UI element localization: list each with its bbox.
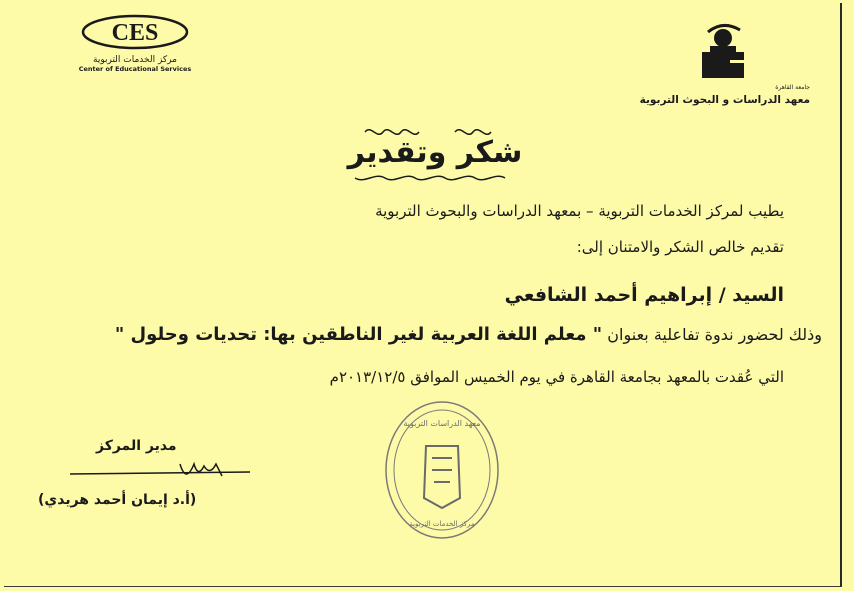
seminar-prefix: وذلك لحضور ندوة تفاعلية بعنوان — [607, 325, 822, 344]
ces-name-ar: مركز الخدمات التربوية — [93, 55, 177, 65]
seminar-line — [115, 324, 822, 345]
official-stamp — [382, 398, 502, 542]
thanks-line: تقديم خالص الشكر والامتنان إلى: — [576, 238, 784, 256]
stamp-inner-text: مركز الخدمات التربوية — [409, 520, 475, 528]
ces-name-en: Center of Educational Services — [78, 65, 192, 73]
ces-acronym: CES — [111, 20, 159, 46]
university-emblem-icon — [690, 14, 810, 84]
university-name: جامعة القاهرة — [775, 84, 810, 91]
stamp-outer-text: معهد الدراسات التربوية — [403, 419, 481, 428]
seminar-title: " معلم اللغة العربية لغير الناطقين بها: تحديات وحلول " — [114, 324, 603, 345]
signature-mark — [60, 454, 260, 494]
institute-logo — [639, 14, 810, 114]
date-line: التي عُقدت بالمعهد بجامعة القاهرة في يوم الخميس الموافق ٢٠١٣/١٢/٥م — [329, 368, 784, 386]
ces-emblem-icon — [80, 14, 190, 50]
signatory-title: مدير المركز — [96, 438, 177, 454]
recipient-name: السيد / إبراهيم أحمد الشافعي — [504, 284, 784, 306]
institute-name: معهد الدراسات و البحوث التربوية — [639, 94, 810, 106]
ces-logo — [70, 14, 200, 73]
signatory-name: (أ.د إيمان أحمد هريدي) — [38, 492, 197, 508]
thanks-calligraphy-title — [345, 120, 525, 190]
intro-line: يطيب لمركز الخدمات التربوية – بمعهد الدراسات والبحوث التربوية — [375, 202, 784, 220]
title-text: شكر وتقدير — [347, 135, 523, 170]
